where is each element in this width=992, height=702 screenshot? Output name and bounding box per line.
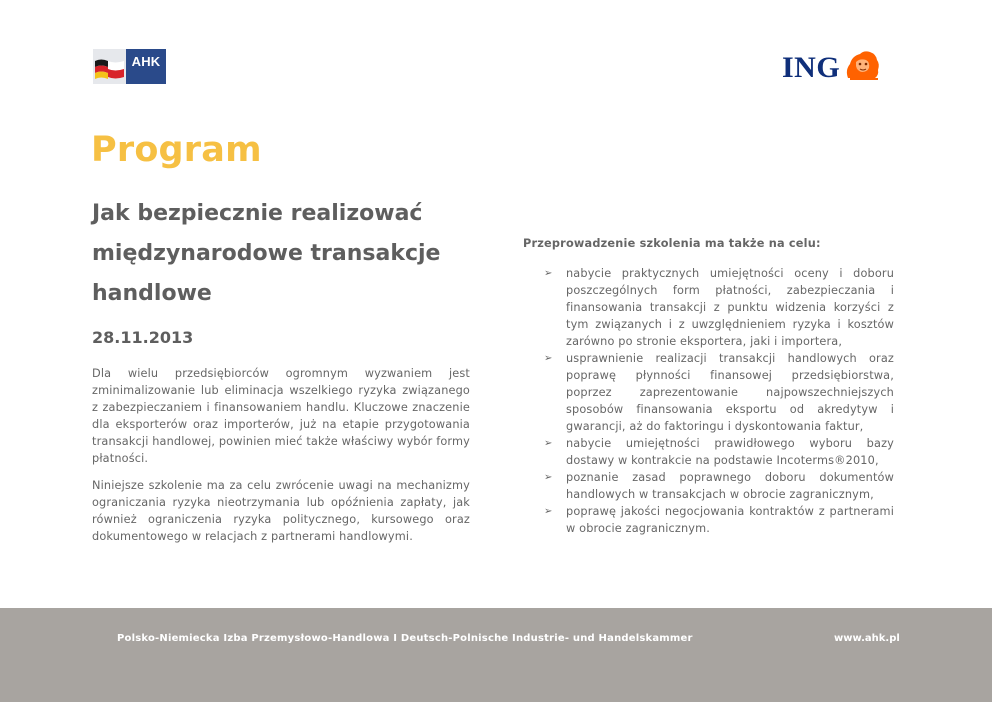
list-item-text: usprawnienie realizacji transakcji handlowych oraz poprawę płynności finansowej przedsiębiorstwa, poprzez zaprezentowanie najpowszechniejszych sposobów finansowania eksportu od akredytyw i gwarancji, aż do faktoringu i dyskontowania faktur,: [566, 352, 894, 433]
ing-logo-text: ING: [782, 51, 841, 84]
list-item-text: poprawę jakości negocjowania kontraktów z partnerami w obrocie zagranicznym.: [566, 505, 894, 535]
intro-paragraph: Dla wielu przedsiębiorców ogromnym wyzwaniem jest zminimalizowanie lub eliminacja wszelkiego ryzyka związanego z zabezpieczaniem i finansowaniem handlu. Kluczowe znaczenie dla eksporterów oraz importerów, już na etapie przygotowania transakcji handlowej, powinien mieć także właściwy wybór formy płatności.: [92, 367, 470, 465]
arrow-bullet-icon: ➢: [544, 438, 553, 449]
ahk-logo: [93, 49, 166, 84]
arrow-bullet-icon: ➢: [544, 472, 553, 483]
event-date: 28.11.2013: [92, 328, 194, 347]
list-item: [544, 469, 894, 503]
list-item: [544, 265, 894, 350]
footer: [0, 608, 992, 702]
list-item-text: nabycie praktycznych umiejętności oceny i doboru poszczególnych form płatności, zabezpieczania i finansowania transakcji z punktu widzenia korzyści z tym związanych i z uwzględnieniem ryzyka i kosztów zarówno po stronie eksportera, jaki i importera,: [566, 267, 894, 348]
flags-icon: [93, 49, 126, 84]
subtitle: Jak bezpiecznie realizować międzynarodowe transakcje handlowe: [92, 201, 441, 306]
list-item-text: poznanie zasad poprawnego doboru dokumentów handlowych w transakcjach w obrocie zagranicznym,: [566, 471, 894, 501]
page-title: Program: [91, 130, 262, 170]
footer-organization: Polsko-Niemiecka Izba Przemysłowo-Handlowa I Deutsch-Polnische Industrie- und Handelskammer: [117, 633, 693, 644]
ing-logo: [782, 47, 882, 83]
list-item-text: nabycie umiejętności prawidłowego wyboru bazy dostawy w kontrakcie na podstawie Incoterms®2010,: [566, 437, 894, 467]
list-item: [544, 503, 894, 537]
arrow-bullet-icon: ➢: [544, 353, 553, 364]
ing-lion-icon: [842, 48, 882, 82]
footer-url-link[interactable]: www.ahk.pl: [834, 633, 900, 644]
arrow-bullet-icon: ➢: [544, 268, 553, 279]
list-item: [544, 435, 894, 469]
list-item: [544, 350, 894, 435]
purpose-paragraph: Niniejsze szkolenie ma za celu zwrócenie uwagi na mechanizmy ograniczania ryzyka nieotrzymania lub opóźnienia zapłaty, jak również ograniczenia ryzyka politycznego, kursowego oraz dokumentowego w relacjach z partnerami handlowymi.: [92, 479, 470, 543]
goals-list: [544, 265, 894, 537]
ahk-logo-text: AHK: [126, 49, 166, 84]
arrow-bullet-icon: ➢: [544, 506, 553, 517]
goals-heading: Przeprowadzenie szkolenia ma także na celu:: [523, 237, 821, 250]
